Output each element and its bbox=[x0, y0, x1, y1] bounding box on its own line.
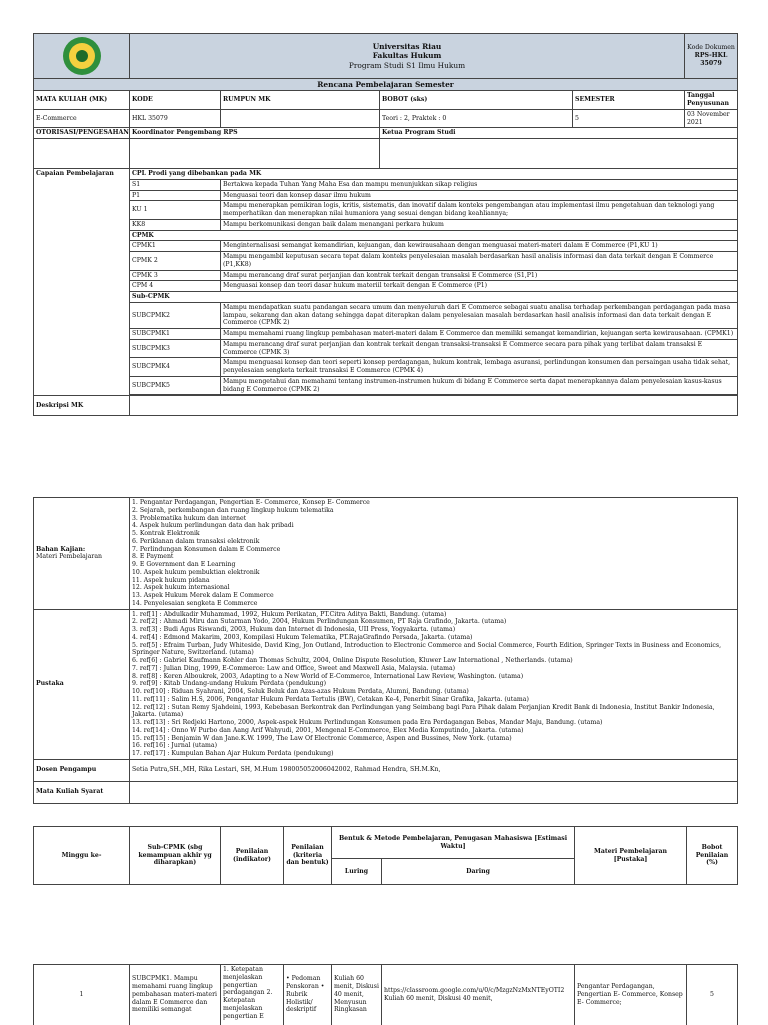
course-bobot: Teori : 2, Praktek : 0 bbox=[380, 109, 573, 128]
cpl-code: P1 bbox=[130, 190, 221, 201]
auth-signature-koordinator bbox=[130, 139, 380, 169]
bahan-label-cell bbox=[34, 498, 130, 610]
col-indikator: Penilaian (indikator) bbox=[221, 827, 284, 885]
list-item: 14. Penyelesaian sengketa E Commerce bbox=[132, 599, 258, 607]
row-daring[interactable]: https://classroom.google.com/u/0/c/MzgzNzMxNTEyOTI2 Kuliah 60 menit, Diskusi 40 menit, bbox=[382, 965, 575, 1025]
list-item: 4. ref[4] : Edmond Makarim, 2003, Kompilasi Hukum Telematika, PT.RajaGrafindo Persada, Jakarta. (utama) bbox=[132, 633, 473, 641]
list-item: 2. ref[2] : Ahmadi Miru dan Sutarman Yodo, 2004, Hukum Perlindungan Konsumen, PT Raja Grafindo, Jakarta. (utama) bbox=[132, 618, 507, 626]
col-subcpmk: Sub-CPMK (sbg kemampuan akhir yg diharapkan) bbox=[130, 827, 221, 885]
auth-ketua: Ketua Program Studi bbox=[380, 128, 738, 139]
faculty-name: Fakultas Hukum bbox=[372, 51, 442, 61]
doc-code-label: Kode Dokumen bbox=[687, 44, 735, 52]
university-name: Universitas Riau bbox=[372, 41, 442, 51]
plan-header-table bbox=[33, 826, 738, 885]
subcpmk-code: SUBCPMK3 bbox=[130, 339, 221, 358]
list-item: 7. ref[7] : Julian Ding, 1999, E-Commerce: Law and Office, Sweet and Maxwell Asia, Malaysia. (utama) bbox=[132, 664, 456, 672]
list-item: 4. Aspek hukum perlindungan data dan hak pribadi bbox=[132, 522, 294, 530]
list-item: 2. Sejarah, perkembangan dan ruang lingkup hukum telematika bbox=[132, 506, 334, 514]
list-item: 8. E Payment bbox=[132, 553, 174, 561]
course-name: E-Commerce bbox=[34, 109, 130, 128]
cpl-code: KU 1 bbox=[130, 201, 221, 220]
university-logo-icon bbox=[63, 37, 101, 75]
cpl-code: KK8 bbox=[130, 219, 221, 230]
subcpmk-text: Mampu mendapatkan suatu pandangan secara umum dan menyeluruh dari E Commerce sebagai suatu analisa terhadap perkembangan perdagangan pada masa lampau, sekarang dan akan datang sehingga dapat diterapkan dalam penyelesaian masalah berdasarkan hasil analisis informasi dan data terkait dengan E Commerce (CPMK 2) bbox=[221, 302, 738, 328]
doc-title: Rencana Pembelajaran Semester bbox=[34, 79, 738, 91]
institution-header bbox=[130, 34, 685, 79]
syarat-label: Mata Kuliah Syarat bbox=[34, 781, 130, 803]
pustaka-list bbox=[130, 609, 738, 759]
list-item: 13. Aspek Hukum Merek dalam E Commerce bbox=[132, 592, 274, 599]
list-item: 10. Aspek hukum pembuktian elektronik bbox=[132, 568, 260, 576]
subcpmk-heading: Sub-CPMK bbox=[130, 292, 738, 303]
doc-code: RPS-HKL 35079 bbox=[694, 52, 728, 67]
list-item: 9. ref[9] : Kitab Undang-undang Hukum Perdata (pendukung) bbox=[132, 680, 326, 688]
subcpmk-text: Mampu mengetahui dan memahami tentang instrumen-instrumen hukum di bidang E Commerce serta dapat menerapkannya dalam penyelesaian kasus-kasus bidang E Commerce (CPMK 2) bbox=[221, 376, 738, 395]
list-item: 5. Kontrak Elektronik bbox=[132, 530, 200, 537]
cpl-text: Mampu berkomunikasi dengan baik dalam menangani perkara hukum bbox=[221, 219, 738, 230]
cpmk-heading: CPMK bbox=[130, 230, 738, 241]
dosen-label: Dosen Pengampu bbox=[34, 759, 130, 781]
col-daring: Daring bbox=[382, 859, 575, 885]
bahan-label: Bahan Kajian: bbox=[36, 545, 86, 553]
list-item: 3. ref[3] : Budi Agus Riswandi, 2003, Hukum dan Internet di Indonesia, UII Press, Yogyakarta. (utama) bbox=[132, 626, 456, 633]
label-tanggal: Tanggal Penyusunan bbox=[685, 91, 738, 110]
dosen-text: Setia Putra,SH.,MH, Rika Lestari, SH, M.Hum 198005052006042002, Rahmad Hendra, SH.M.Kn, bbox=[130, 759, 738, 781]
pustaka-label: Pustaka bbox=[34, 609, 130, 759]
course-semester: 5 bbox=[573, 109, 685, 128]
auth-blank-1 bbox=[34, 139, 130, 169]
list-item: 3. Problematika hukum dan internet bbox=[132, 514, 247, 522]
list-item: 1. ref[1] : Abdulkadir Muhammad, 1992, Hukum Perikatan, PT.Citra Aditya Bakti, Bandung. (utama) bbox=[132, 610, 447, 618]
subcpmk-code: SUBCPMK2 bbox=[130, 302, 221, 328]
row-luring: Kuliah 60 menit, Diskusi 40 menit, Menyusun Ringkasan bbox=[332, 965, 382, 1025]
list-item: 9. E Government dan E Learning bbox=[132, 561, 236, 568]
bahan-list bbox=[130, 498, 738, 610]
cpmk-code: CPMK 3 bbox=[130, 270, 221, 281]
row-bobot: 5 bbox=[687, 965, 738, 1025]
list-item: 10. ref[10] : Riduan Syahrani, 2004, Seluk Beluk dan Azas-azas Hukum Perdata, Alumni, Bandung. (utama) bbox=[132, 688, 469, 695]
subcpmk-text: Mampu menguasai konsep dan teori seperti konsep perdagangan, hukum kontrak, lembaga asuransi, perlindungan konsumen dan persaingan usaha tidak sehat, penyelesaian sengketa terkait transaksi E Commerce (CPMK 4) bbox=[221, 358, 738, 377]
table-row bbox=[34, 965, 738, 1025]
deskripsi-label: Deskripsi MK bbox=[34, 396, 130, 416]
list-item: 13. ref[13] : Sri Redjeki Hartono, 2000, Aspek-aspek Hukum Perlindungan Konsumen pada Era Perdagangan Bebas, Mandar Maju, Bandung. (utama) bbox=[132, 719, 603, 726]
list-item: 6. ref[6] : Gabriel Kaufmann Kohler dan Thomas Schultz, 2004, Online Dispute Resolution, Kluwer Law International , Netherlands. (utama) bbox=[132, 657, 573, 664]
cpl-code: S1 bbox=[130, 179, 221, 190]
cpmk-code: CPMK1 bbox=[130, 241, 221, 252]
col-materi: Materi Pembelajaran [Pustaka] bbox=[575, 827, 687, 885]
week-number: 1 bbox=[34, 965, 130, 1025]
auth-koordinator: Koordinator Pengembang RPS bbox=[130, 128, 380, 139]
subcpmk-code: SUBCPMK1 bbox=[130, 329, 221, 340]
program-name: Program Studi S1 Ilmu Hukum bbox=[348, 60, 466, 70]
col-kriteria: Penilaian (kriteria dan bentuk) bbox=[284, 827, 332, 885]
subcpmk-code: SUBCPMK4 bbox=[130, 358, 221, 377]
cpmk-code: CPM 4 bbox=[130, 281, 221, 292]
cpl-text: Bertakwa kepada Tuhan Yang Maha Esa dan mampu menunjukkan sikap religius bbox=[221, 179, 738, 190]
cpl-text: Mampu menerapkan pemikiran logis, kritis, sistematis, dan inovatif dalam konteks pengembangan atau implementasi ilmu pengetahuan dan teknologi yang memperhatikan dan menerapkan nilai humaniora yang sesuai dengan bidang keahliannya; bbox=[221, 201, 738, 220]
row-indikator: 1. Ketepatan menjelaskan pengertian perdagangan 2. Ketepatan menjelaskan pengertian E bbox=[221, 965, 284, 1025]
plan-body-table bbox=[33, 964, 738, 1025]
label-kode: KODE bbox=[130, 91, 221, 110]
doc-code-cell bbox=[685, 34, 738, 79]
list-item: 14. ref[14] : Onno W Purbo dan Aang Arif Wahyudi, 2001, Mengenal E-Commerce, Elex Media Komputindo, Jakarta. (utama) bbox=[132, 726, 524, 734]
cp-label: Capaian Pembelajaran bbox=[34, 169, 130, 396]
course-rumpun bbox=[221, 109, 380, 128]
cpmk-code: CPMK 2 bbox=[130, 252, 221, 271]
deskripsi-text bbox=[130, 396, 738, 416]
logo-cell bbox=[34, 34, 130, 79]
cpl-heading: CPL Prodi yang dibebankan pada MK bbox=[130, 169, 738, 180]
auth-signature-ketua bbox=[380, 139, 738, 169]
col-luring: Luring bbox=[332, 859, 382, 885]
list-item: 7. Perlindungan Konsumen dalam E Commerce bbox=[132, 545, 281, 553]
list-item: 15. ref[15] : Benjamin W dan Jane.K.W. 1999, The Law Of Electronic Commerce, Aspen and Bussines, New York. (utama) bbox=[132, 734, 512, 742]
row-kriteria: • Pedoman Penskoran • Rubrik Holistik/ deskriptif bbox=[284, 965, 332, 1025]
label-semester: SEMESTER bbox=[573, 91, 685, 110]
col-bobot: Bobot Penilaian (%) bbox=[687, 827, 738, 885]
label-mk: MATA KULIAH (MK) bbox=[34, 91, 130, 110]
list-item: 12. ref[12] : Sutan Remy Sjahdeini, 1993, Kebebasan Berkontrak dan Perlindungan yang Seimbang bagi Para Pihak dalam Perjanjian Kredit Bank di Indonesia, Institut Bankir Indonesia, Jakarta. (utama) bbox=[132, 703, 715, 719]
cpmk-text: Mampu merancang draf surat perjanjian dan kontrak terkait dengan transaksi E Commerce (S1,P1) bbox=[221, 270, 738, 281]
row-materi: Pengantar Perdagangan, Pengertian E- Commerce, Konsep E- Commerce; bbox=[575, 965, 687, 1025]
list-item: 6. Periklanan dalam transaksi elektronik bbox=[132, 537, 260, 545]
list-item: 11. Aspek hukum pidana bbox=[132, 576, 210, 584]
auth-label: OTORISASI/PENGESAHAN bbox=[34, 128, 130, 139]
list-item: 5. ref[5] : Efraim Turban, Judy Whiteside, David King, Jon Outland, Introduction to Electronic Commerce and Social Commerce, Fourth Edition, Springer Texts in Business and Economics, Springer Nature, Switzerland. (utama) bbox=[132, 641, 722, 657]
list-item: 16. ref[16] : Jurnal (utama) bbox=[132, 742, 218, 750]
label-bobot: BOBOT (sks) bbox=[380, 91, 573, 110]
content-table bbox=[33, 497, 738, 804]
bahan-sublabel: Materi Pembelajaran bbox=[36, 553, 103, 561]
cpmk-text: Mampu mengambil keputusan secara tepat dalam konteks penyelesaian masalah berdasarkan hasil analisis informasi dan data terkait dengan E Commerce (P1,KK8) bbox=[221, 252, 738, 271]
label-rumpun: RUMPUN MK bbox=[221, 91, 380, 110]
list-item: 12. Aspek hukum internasional bbox=[132, 584, 230, 592]
subcpmk-code: SUBCPMK5 bbox=[130, 376, 221, 395]
list-item: 17. ref[17] : Kumpulan Bahan Ajar Hukum Perdata (pendukung) bbox=[132, 750, 334, 757]
rps-header-table bbox=[33, 33, 738, 416]
cpmk-text: Menginternalisasi semangat kemandirian, kejuangan, dan kewirausahaan dengan menguasai materi-materi dalam E Commerce (P1,KU 1) bbox=[221, 241, 738, 252]
list-item: 8. ref[8] : Keren Alboukrek, 2003, Adapting to a New World of E-Commerce, International Law Review, Washington. (utama) bbox=[132, 672, 524, 680]
cpl-text: Menguasai teori dan konsep dasar ilmu hukum bbox=[221, 190, 738, 201]
list-item: 11. ref[11] : Salim H.S, 2006, Pengantar Hukum Perdata Tertulis (BW), Cetakan Ke-4, Penerbit Sinar Grafika, Jakarta. (utama) bbox=[132, 695, 529, 703]
subcpmk-text: Mampu merancang draf surat perjanjian dan kontrak terkait dengan transaksi-transaksi E Commerce secara para pihak yang terlibat dalam transaksi E Commerce (CPMK 3) bbox=[221, 339, 738, 358]
cpmk-text: Menguasai konsep dan teori dasar hukum materiil terkait dengan E Commerce (P1) bbox=[221, 281, 738, 292]
row-subcpmk: SUBCPMK1. Mampu memahami ruang lingkup pembahasan materi-materi dalam E Commerce dan memiliki semangat bbox=[130, 965, 221, 1025]
list-item: 1. Pengantar Perdagangan, Pengertian E- Commerce, Konsep E- Commerce bbox=[132, 499, 370, 506]
course-code: HKL 35079 bbox=[130, 109, 221, 128]
col-minggu: Minggu ke- bbox=[34, 827, 130, 885]
subcpmk-text: Mampu memahami ruang lingkup pembahasan materi-materi dalam E Commerce dan memiliki semangat kemandirian, kejuangan serta kewirausahaan. (CPMK1) bbox=[221, 329, 738, 340]
course-date: 03 November 2021 bbox=[685, 109, 738, 128]
col-bentuk: Bentuk & Metode Pembelajaran, Penugasan Mahasiswa [Estimasi Waktu] bbox=[332, 827, 575, 859]
syarat-text bbox=[130, 781, 738, 803]
